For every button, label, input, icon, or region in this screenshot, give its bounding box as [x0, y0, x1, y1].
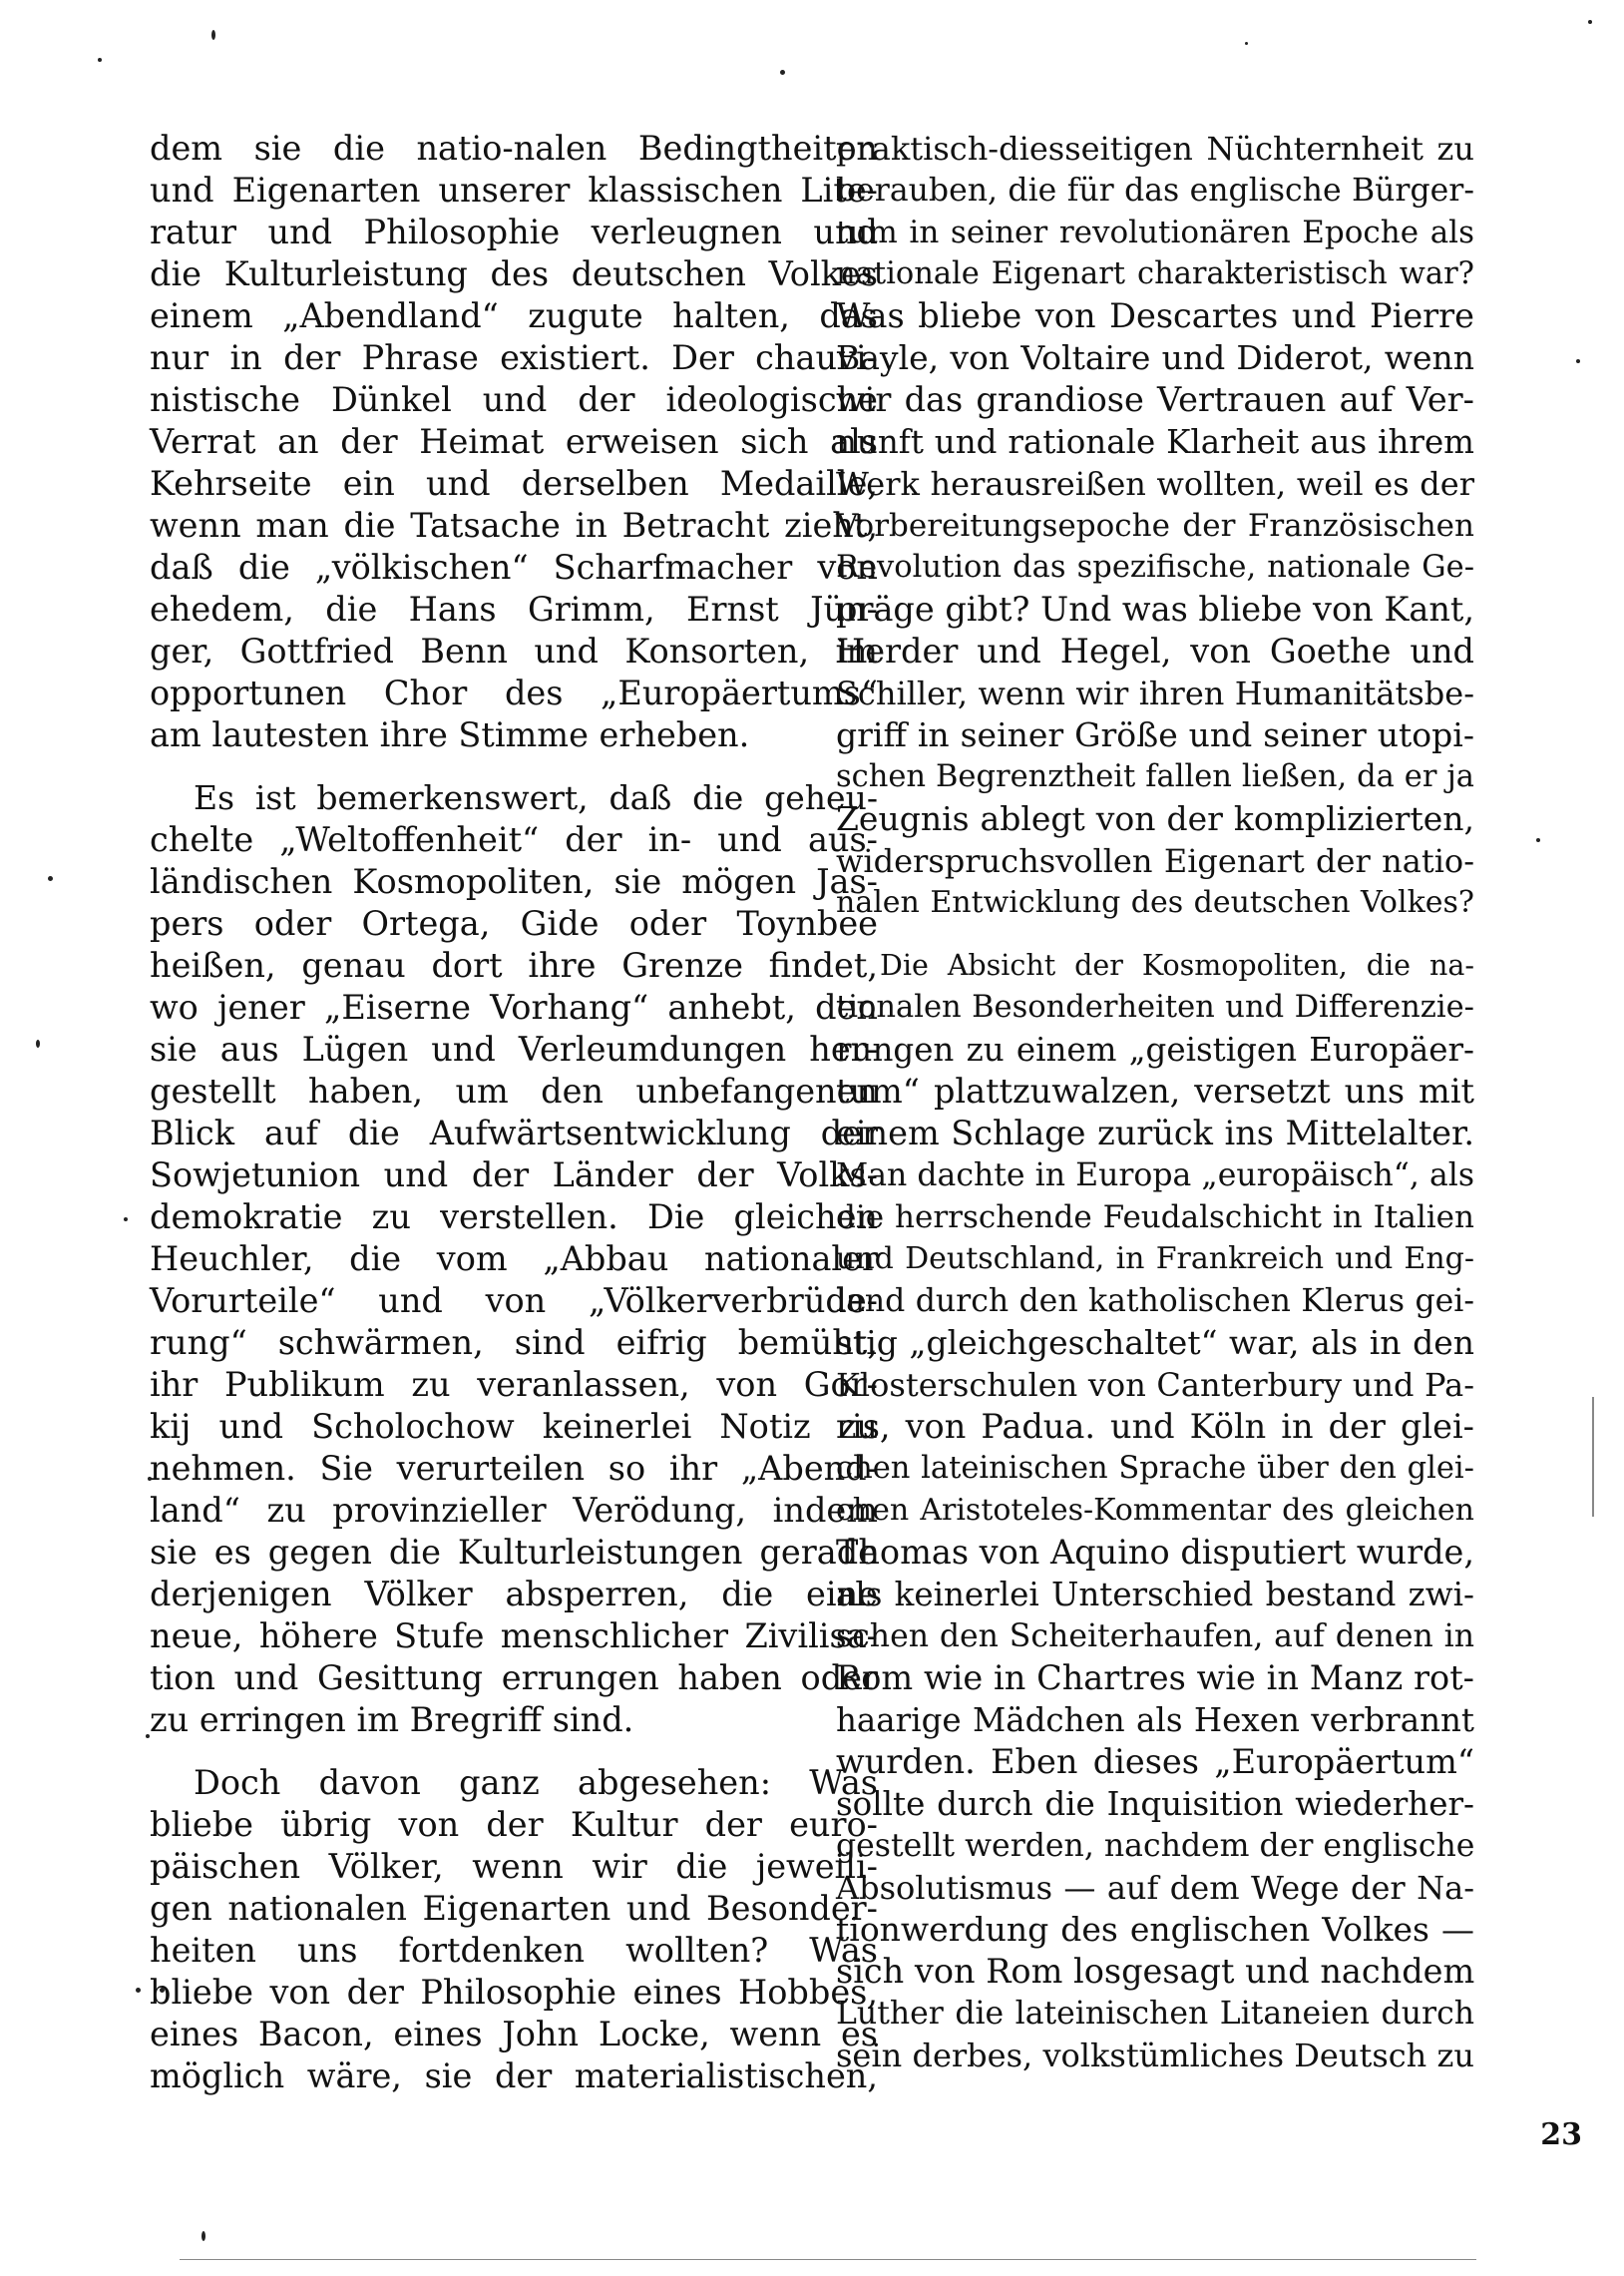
scan-edge	[1592, 1397, 1594, 1517]
text-line: griff in seiner Größe und seiner utopi-	[836, 715, 1474, 754]
left-paragraph-1	[150, 128, 878, 756]
text-line: opportunen Chor des „Europäertums“	[150, 674, 878, 712]
right-paragraph-2	[836, 945, 1474, 2076]
page-number: 23	[1540, 2117, 1582, 2152]
text-line: chen Aristoteles-Kommentar des gleichen	[836, 1493, 1474, 1528]
scan-speck	[1245, 42, 1248, 45]
right-column	[836, 128, 1474, 2097]
text-line: präge gibt? Und was bliebe von Kant,	[836, 590, 1475, 629]
text-line: heißen, genau dort ihre Grenze findet,	[150, 946, 878, 985]
text-line: gen nationalen Eigenarten und Besonder-	[150, 1889, 878, 1928]
text-line: Was bliebe von Descartes und Pierre	[836, 296, 1474, 335]
text-line: Absolutismus — auf dem Wege der Na-	[836, 1869, 1474, 1907]
text-line: Rom wie in Chartres wie in Manz rot-	[836, 1658, 1474, 1697]
text-line: rungen zu einem „geistigen Europäer-	[836, 1031, 1474, 1069]
text-line: ländischen Kosmopoliten, sie mögen Jas-	[150, 862, 878, 901]
text-line: neue, höhere Stufe menschlicher Zivilisa-	[150, 1616, 878, 1655]
text-line: als keinerlei Unterschied bestand zwi-	[836, 1576, 1474, 1613]
text-line: wenn man die Tatsache in Betracht zieht,	[150, 506, 878, 545]
text-line: Zeugnis ablegt von der komplizierten,	[836, 799, 1474, 838]
text-line: nalen Entwicklung des deutschen Volkes?	[836, 885, 1474, 920]
text-line: daß die „völkischen“ Scharfmacher von	[150, 548, 878, 587]
text-line: tionalen Besonderheiten und Differenzie-	[836, 990, 1474, 1025]
text-line: sein derbes, volkstümliches Deutsch zu	[836, 2037, 1474, 2074]
text-line: Klosterschulen von Canterbury und Pa-	[836, 1366, 1474, 1404]
scan-speck	[202, 2231, 205, 2241]
text-line: nationale Eigenart charakteristisch war?	[836, 256, 1474, 291]
text-line: die herrschende Feudalschicht in Italien	[836, 1199, 1474, 1235]
text-line: nunft und rationale Klarheit aus ihrem	[836, 423, 1474, 461]
text-line: ger, Gottfried Benn und Konsorten, im	[150, 632, 878, 671]
text-line: und Eigenarten unserer klassischen Lite-	[150, 171, 878, 210]
text-line: tum in seiner revolutionären Epoche als	[836, 215, 1474, 250]
scan-speck	[1588, 20, 1592, 24]
text-line: eines Bacon, eines John Locke, wenn es	[150, 2015, 878, 2053]
scan-speck	[1576, 359, 1580, 363]
scan-speck	[36, 1040, 40, 1048]
text-line: chelte „Weltoffenheit“ der in- und aus-	[150, 820, 878, 859]
text-line: tion und Gesittung errungen haben oder	[150, 1658, 878, 1697]
text-line: chen lateinischen Sprache über den glei-	[836, 1451, 1474, 1486]
text-line: sie aus Lügen und Verleumdungen her-	[150, 1030, 878, 1069]
text-line: Vorbereitungsepoche der Französischen	[836, 508, 1474, 544]
text-line: gestellt werden, nachdem der englische	[836, 1828, 1475, 1864]
text-line: wo jener „Eiserne Vorhang“ anhebt, den	[150, 988, 878, 1027]
text-line: Luther die lateinischen Litaneien durch	[836, 1996, 1474, 2032]
text-line: land“ zu provinzieller Verödung, indem	[150, 1491, 878, 1530]
text-line: heiten uns fortdenken wollten? Was	[150, 1931, 878, 1970]
text-line: Man dachte in Europa „europäisch“, als	[836, 1157, 1474, 1193]
text-line: dem sie die natio-nalen Bedingtheiten	[150, 129, 878, 168]
text-line: ris, von Padua. und Köln in der glei-	[836, 1407, 1474, 1446]
text-line: Bayle, von Voltaire und Diderot, wenn	[836, 338, 1474, 377]
text-line: am lautesten ihre Stimme erheben.	[150, 715, 750, 754]
text-line: Heuchler, die vom „Abbau nationaler	[150, 1239, 878, 1278]
text-line: pers oder Ortega, Gide oder Toynbee	[150, 904, 878, 943]
text-line: Vorurteile“ und von „Völkerverbrüde-	[150, 1281, 878, 1320]
scan-speck	[136, 1988, 141, 1993]
text-line: Blick auf die Aufwärtsentwicklung der	[150, 1114, 878, 1152]
text-line: kij und Scholochow keinerlei Notiz zu	[150, 1407, 878, 1446]
text-line: sollte durch die Inquisition wiederher-	[836, 1785, 1474, 1823]
text-line: Thomas von Aquino disputiert wurde,	[836, 1533, 1474, 1572]
text-line: bliebe übrig von der Kultur der euro-	[150, 1805, 878, 1844]
left-paragraph-3	[150, 1762, 878, 2097]
text-line: ihr Publikum zu veranlassen, von Gor-	[150, 1365, 878, 1404]
text-line: tionwerdung des englischen Volkes —	[836, 1910, 1474, 1949]
text-line: widerspruchsvollen Eigenart der natio-	[836, 842, 1474, 880]
text-line: gestellt haben, um den unbefangenen	[150, 1072, 878, 1111]
text-line: Die Absicht der Kosmopoliten, die na-	[880, 949, 1474, 982]
text-line: die Kulturleistung des deutschen Volkes	[150, 254, 878, 293]
scan-speck	[98, 58, 102, 62]
text-line: rung“ schwärmen, sind eifrig bemüht,	[150, 1323, 878, 1362]
text-line: einem „Abendland“ zugute halten, das	[150, 296, 878, 335]
text-line: Es ist bemerkenswert, daß die geheu-	[194, 778, 878, 817]
scan-speck	[780, 70, 785, 75]
text-line: einem Schlage zurück ins Mittelalter.	[836, 1114, 1474, 1152]
right-paragraph-1	[836, 128, 1474, 924]
text-line: praktisch-diesseitigen Nüchternheit zu	[836, 130, 1474, 168]
text-line: Sowjetunion und der Länder der Volks-	[150, 1155, 878, 1194]
text-line: berauben, die für das englische Bürger-	[836, 173, 1474, 209]
text-line: Herder und Hegel, von Goethe und	[836, 632, 1474, 671]
text-line: haarige Mädchen als Hexen verbrannt	[836, 1701, 1474, 1739]
left-column	[150, 128, 878, 2118]
text-line: derjenigen Völker absperren, die eine	[150, 1575, 878, 1613]
text-line: Schiller, wenn wir ihren Humanitätsbe-	[836, 675, 1474, 712]
text-line: schen den Scheiterhaufen, auf denen in	[836, 1618, 1474, 1654]
scan-speck	[48, 876, 53, 881]
text-line: land durch den katholischen Klerus gei-	[836, 1283, 1474, 1319]
text-line: ehedem, die Hans Grimm, Ernst Jün-	[150, 590, 878, 629]
scan-speck	[1536, 838, 1540, 842]
text-line: wurden. Eben dieses „Europäertum“	[836, 1742, 1474, 1781]
text-line: Kehrseite ein und derselben Medaille,	[150, 464, 878, 503]
text-line: zu erringen im Bregriff sind.	[150, 1700, 634, 1739]
text-line: schen Begrenztheit fallen ließen, da er ja	[836, 759, 1474, 794]
text-line: päischen Völker, wenn wir die jeweili-	[150, 1847, 878, 1886]
text-line: sie es gegen die Kulturleistungen gerade	[150, 1533, 878, 1572]
text-line: möglich wäre, sie der materialistischen,	[150, 2056, 878, 2095]
text-line: und Deutschland, in Frankreich und Eng-	[836, 1241, 1474, 1276]
text-line: Werk herausreißen wollten, weil es der	[836, 465, 1474, 503]
text-line: Doch davon ganz abgesehen: Was	[194, 1763, 878, 1802]
text-line: nehmen. Sie verurteilen so ihr „Abend-	[150, 1449, 878, 1488]
text-line: demokratie zu verstellen. Die gleichen	[150, 1197, 878, 1236]
text-line: wir das grandiose Vertrauen auf Ver-	[836, 380, 1474, 419]
text-line: sich von Rom losgesagt und nachdem	[836, 1952, 1475, 1991]
text-line: tum“ plattzuwalzen, versetzt uns mit	[836, 1072, 1474, 1111]
left-paragraph-2	[150, 777, 878, 1741]
text-line: Verrat an der Heimat erweisen sich als	[150, 422, 878, 461]
text-line: bliebe von der Philosophie eines Hobbes,	[150, 1973, 878, 2012]
text-line: stig „gleichgeschaltet“ war, als in den	[836, 1323, 1474, 1362]
text-line: ratur und Philosophie verleugnen und	[150, 213, 878, 251]
text-line: Revolution das spezifische, nationale Ge-	[836, 550, 1474, 585]
scan-edge	[180, 2259, 1476, 2260]
text-line: nur in der Phrase existiert. Der chauvi-	[150, 338, 878, 377]
scan-speck	[124, 1217, 128, 1221]
text-line: nistische Dünkel und der ideologische	[150, 380, 878, 419]
scan-speck	[211, 30, 215, 40]
